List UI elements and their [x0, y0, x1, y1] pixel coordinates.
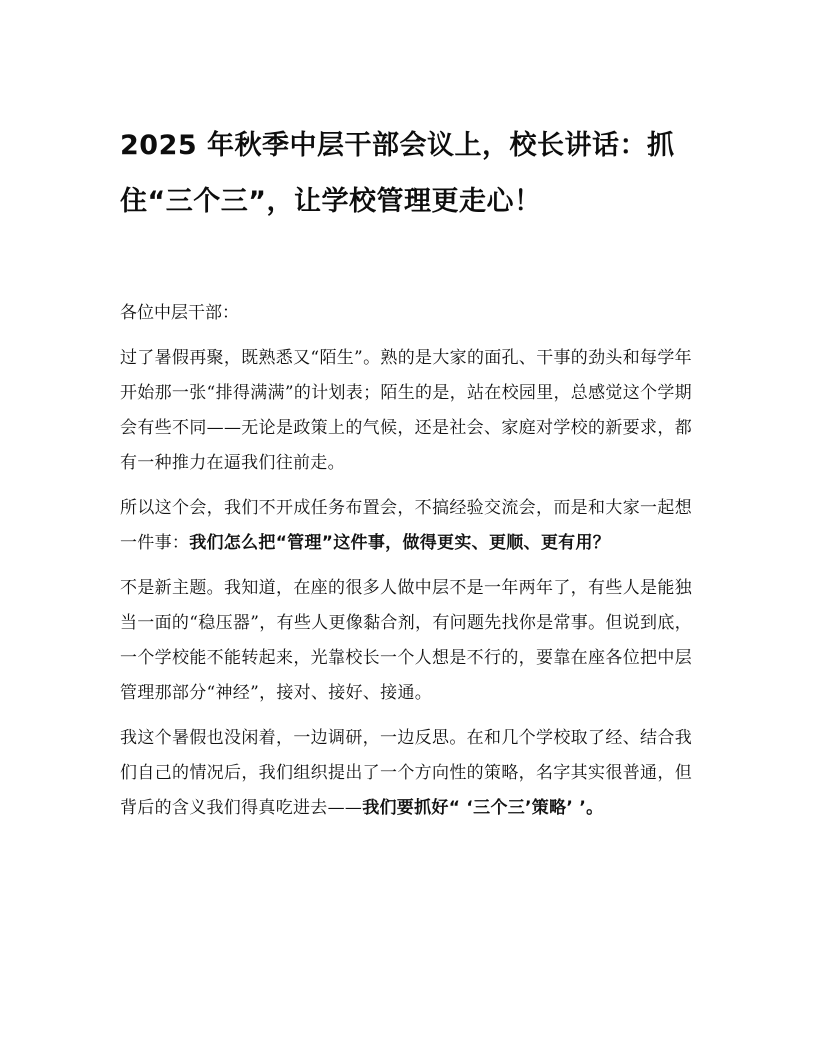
paragraph-text: 过了暑假再聚，既熟悉又“陌生”。熟的是大家的面孔、干事的劲头和每学年开始那一张“排得满满”的计划表；陌生的是，站在校园里，总感觉这个学期会有些不同——无论是政策上的气候，还是社会、家庭对学校的新要求，都有一种推力在逼我们往前走。 — [120, 348, 692, 473]
greeting: 各位中层干部： — [120, 303, 239, 323]
paragraph-text: 不是新主题。我知道，在座的很多人做中层不是一年两年了，有些人是能独当一面的“稳压器”，有些人更像黏合剂，有问题先找你是常事。但说到底，一个学校能不能转起来，光靠校长一个人想是不行的，要靠在座各位把中层管理那部分“神经”，接对、接好、接通。 — [120, 578, 692, 703]
paragraph-emphasis: 我们怎么把“管理”这件事，做得更实、更顺、更有用？ — [189, 533, 611, 553]
document-header — [120, 118, 692, 230]
paragraph-text: 所以这个会，我们不开成任务布置会，不搞经验交流会，而是和大家一起想一件事： — [120, 498, 692, 553]
paragraph — [120, 491, 692, 561]
paragraph-emphasis: 我们要抓好“ ‘三个三’策略’ ’。 — [362, 798, 604, 818]
paragraph-text: 我这个暑假也没闲着，一边调研，一边反思。在和几个学校取了经、结合我们自己的情况后，我们组织提出了一个方向性的策略，名字其实很普通，但背后的含义我们得真吃进去—— — [120, 728, 692, 818]
paragraph — [120, 721, 692, 826]
document-body — [120, 296, 692, 836]
paragraph — [120, 571, 692, 711]
paragraph — [120, 341, 692, 481]
document-title: 2025 年秋季中层干部会议上，校长讲话：抓住“三个三”，让学校管理更走心！ — [120, 130, 675, 217]
